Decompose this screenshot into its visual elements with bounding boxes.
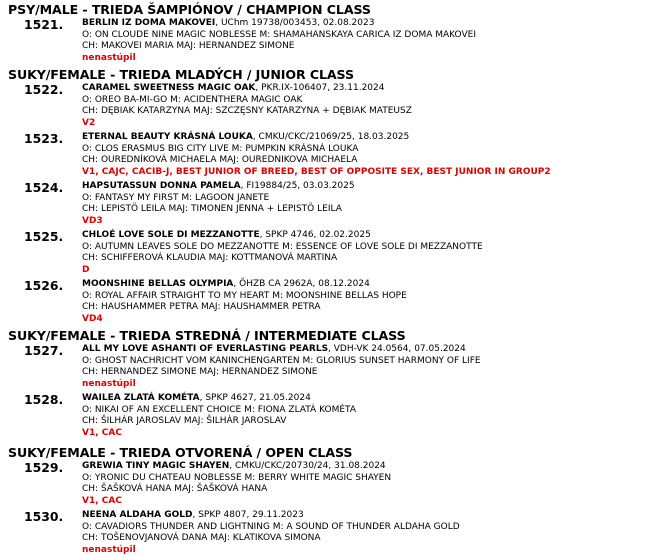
dog-name: CHLOÉ LOVE SOLE DI MEZZANOTTE	[82, 230, 260, 240]
entry-number: 1529.	[24, 461, 63, 475]
owners-line: CH: HAUSHAMMER PETRA MAJ: HAUSHAMMER PETRA	[82, 302, 650, 314]
owners-line: CH: HERNANDEZ SIMONE MAJ: HERNANDEZ SIMONE	[82, 367, 650, 379]
dog-title-line	[82, 393, 650, 405]
parents-line: O: OREO BA-MI-GO M: ACIDENTHERA MAGIC OAK	[82, 95, 650, 107]
dog-entry	[0, 279, 650, 325]
dog-name: HAPSUTASSUN DONNA PAMELA	[82, 181, 241, 191]
parents-line: O: FANTASY MY FIRST M: LAGOON JANETE	[82, 193, 650, 205]
dog-name: ALL MY LOVE ASHANTI OF EVERLASTING PEARLS	[82, 344, 328, 354]
entry-number: 1524.	[24, 181, 63, 195]
result-line: V2	[82, 118, 650, 130]
owners-line: CH: TOŠENOVJANOVÁ DANA MAJ: KLATIKOVA SIMONA	[82, 533, 650, 545]
dog-title-line	[82, 132, 650, 144]
parents-line: O: YRONIC DU CHATEAU NOBLESSE M: BERRY WHITE MAGIC SHAYEN	[82, 473, 650, 485]
entry-number: 1521.	[24, 18, 63, 32]
registration-info: , SPKP 4746, 02.02.2025	[260, 230, 371, 240]
registration-info: , VDH-VK 24.0564, 07.05.2024	[328, 344, 466, 354]
owners-line: CH: DĘBIAK KATARZYNA MAJ: SZCZĘSNY KATARZYNA + DĘBIAK MATEUSZ	[82, 106, 650, 118]
entry-number: 1528.	[24, 393, 63, 407]
dog-entry	[0, 132, 650, 178]
parents-line: O: CLOS ERASMUS BIG CITY LIVE M: PUMPKIN KRÁSNÁ LOUKA	[82, 144, 650, 156]
owners-line: CH: OUREDNÍKOVÁ MICHAELA MAJ: OUREDNIKOVA MICHAELA	[82, 155, 650, 167]
class-section	[0, 328, 650, 439]
dog-name: GREWIA TINY MAGIC SHAYEN	[82, 461, 229, 471]
dog-name: BERLIN IZ DOMA MAKOVEI	[82, 18, 215, 28]
dog-entry	[0, 344, 650, 390]
dog-entry	[0, 510, 650, 556]
dog-name: ETERNAL BEAUTY KRÁSNÁ LOUKA	[82, 132, 253, 142]
registration-info: , UChm 19738/003453, 02.08.2023	[215, 18, 374, 28]
parents-line: O: GHOST NACHRICHT VOM KANINCHENGARTEN M: GLORIUS SUNSET HARMONY OF LIFE	[82, 356, 650, 368]
dog-title-line	[82, 18, 650, 30]
dog-title-line	[82, 461, 650, 473]
entry-number: 1526.	[24, 279, 63, 293]
parents-line: O: AUTUMN LEAVES SOLE DO MEZZANOTTE M: ESSENCE OF LOVE SOLE DI MEZZANOTTE	[82, 242, 650, 254]
dog-title-line	[82, 181, 650, 193]
result-line: V1, CAJC, CACIB-J, BEST JUNIOR OF BREED, BEST OF OPPOSITE SEX, BEST JUNIOR IN GROUP2	[82, 167, 650, 179]
entry-number: 1527.	[24, 344, 63, 358]
dog-name: MOONSHINE BELLAS OLYMPIA	[82, 279, 233, 289]
entry-number: 1525.	[24, 230, 63, 244]
registration-info: , SPKP 4807, 29.11.2023	[192, 510, 303, 520]
section-heading: SUKY/FEMALE - TRIEDA MLADÝCH / JUNIOR CLASS	[8, 67, 650, 83]
dog-entry	[0, 230, 650, 276]
owners-line: CH: ŠILHÁR JAROSLAV MAJ: ŠILHÁR JAROSLAV	[82, 416, 650, 428]
entry-number: 1523.	[24, 132, 63, 146]
dog-title-line	[82, 510, 650, 522]
owners-line: CH: LEPISTÖ LEILA MAJ: TIMONEN JENNA + LEPISTÖ LEILA	[82, 204, 650, 216]
result-line: nenastúpil	[82, 545, 650, 556]
dog-name: WAILEA ZLATÁ KOMÉTA	[82, 393, 200, 403]
dog-title-line	[82, 83, 650, 95]
owners-line: CH: ŠAŠKOVÁ HANA MAJ: ŠAŠKOVÁ HANA	[82, 484, 650, 496]
class-section	[0, 445, 650, 556]
dog-entry	[0, 83, 650, 129]
section-heading: PSY/MALE - TRIEDA ŠAMPIÓNOV / CHAMPION CLASS	[8, 2, 650, 18]
class-section	[0, 67, 650, 325]
registration-info: , CMKU/CKC/20730/24, 31.08.2024	[229, 461, 385, 471]
dog-entry	[0, 18, 650, 64]
parents-line: O: CAVADIORS THUNDER AND LIGHTNING M: A SOUND OF THUNDER ALDAHA GOLD	[82, 522, 650, 534]
result-line: VD3	[82, 216, 650, 228]
registration-info: , SPKP 4627, 21.05.2024	[200, 393, 311, 403]
registration-info: , PKR.IX-106407, 23.11.2024	[255, 83, 384, 93]
registration-info: , CMKU/CKC/21069/25, 18.03.2025	[253, 132, 409, 142]
dog-title-line	[82, 344, 650, 356]
dog-name: CARAMEL SWEETNESS MAGIC OAK	[82, 83, 255, 93]
dog-entry	[0, 181, 650, 227]
registration-info: , FI19884/25, 03.03.2025	[241, 181, 355, 191]
result-line: D	[82, 265, 650, 277]
parents-line: O: ON CLOUDE NINE MAGIC NOBLESSE M: SHAMAHANSKAYA CARICA IZ DOMA MAKOVEI	[82, 30, 650, 42]
result-line: V1, CAC	[82, 428, 650, 440]
dog-title-line	[82, 230, 650, 242]
registration-info: , ÖHZB CA 2962A, 08.12.2024	[233, 279, 369, 289]
entry-number: 1530.	[24, 510, 63, 524]
result-line: nenastúpil	[82, 379, 650, 391]
class-section	[0, 2, 650, 64]
section-heading: SUKY/FEMALE - TRIEDA OTVORENÁ / OPEN CLASS	[8, 445, 650, 461]
result-line: VD4	[82, 314, 650, 326]
dog-title-line	[82, 279, 650, 291]
parents-line: O: NIKAI OF AN EXCELLENT CHOICE M: FIONA ZLATÁ KOMÉTA	[82, 405, 650, 417]
dog-entry	[0, 461, 650, 507]
owners-line: CH: MAKOVEI MARIA MAJ: HERNANDEZ SIMONE	[82, 41, 650, 53]
entry-number: 1522.	[24, 83, 63, 97]
section-heading: SUKY/FEMALE - TRIEDA STREDNÁ / INTERMEDIATE CLASS	[8, 328, 650, 344]
result-line: nenastúpil	[82, 53, 650, 65]
parents-line: O: ROYAL AFFAIR STRAIGHT TO MY HEART M: MOONSHINE BELLAS HOPE	[82, 291, 650, 303]
dog-entry	[0, 393, 650, 439]
dog-name: NEENA ALDAHA GOLD	[82, 510, 192, 520]
result-line: V1, CAC	[82, 496, 650, 508]
owners-line: CH: SCHIFFEROVÁ KLAUDIA MAJ: KOTTMANOVÁ MARTINA	[82, 253, 650, 265]
